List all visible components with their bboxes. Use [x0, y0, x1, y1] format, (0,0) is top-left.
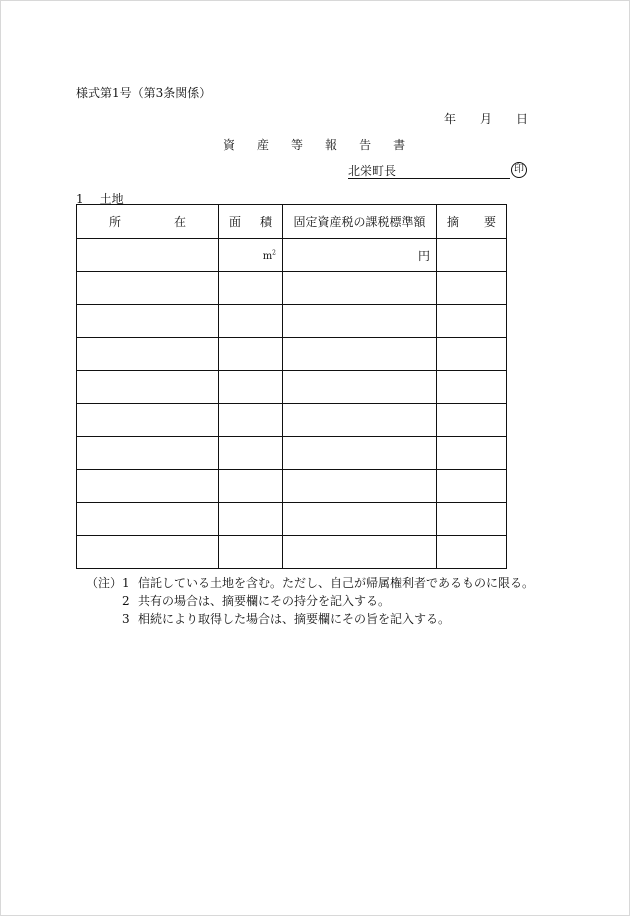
- note-text: 相続により取得した場合は、摘要欄にその旨を記入する。: [138, 612, 451, 626]
- seal-mark-icon: 印: [511, 162, 527, 178]
- cell-remarks[interactable]: [437, 404, 507, 437]
- cell-tax-value[interactable]: [283, 536, 437, 569]
- cell-location[interactable]: [77, 272, 219, 305]
- table-row: [77, 272, 557, 305]
- header-remarks: 摘 要: [437, 205, 507, 239]
- cell-remarks[interactable]: [437, 272, 507, 305]
- cell-tax-value[interactable]: [283, 437, 437, 470]
- cell-location[interactable]: [77, 536, 219, 569]
- cell-location[interactable]: [77, 239, 219, 272]
- cell-tax-value[interactable]: [283, 305, 437, 338]
- cell-area[interactable]: [219, 437, 283, 470]
- cell-area[interactable]: [219, 338, 283, 371]
- table-row: [77, 338, 557, 371]
- cell-tax-value[interactable]: [283, 371, 437, 404]
- title-char: 等: [291, 138, 304, 152]
- title-char: 産: [257, 138, 270, 152]
- cell-area[interactable]: [219, 305, 283, 338]
- table-header-row: [77, 205, 557, 239]
- table-row: [77, 305, 557, 338]
- cell-area[interactable]: [219, 272, 283, 305]
- note-text: 信託している土地を含む。ただし、自己が帰属権利者であるものに限る。: [138, 576, 535, 590]
- cell-remarks[interactable]: [437, 239, 507, 272]
- cell-tax-value[interactable]: [283, 470, 437, 503]
- table-row: [77, 437, 557, 470]
- table-row: [77, 371, 557, 404]
- title-char: 資: [223, 138, 236, 152]
- addressee-line: 北栄町長: [348, 164, 510, 179]
- date-line: [444, 112, 528, 126]
- section-number: 1: [76, 192, 84, 206]
- cell-location[interactable]: [77, 371, 219, 404]
- area-unit: $m^2$: [262, 249, 276, 262]
- note-number: 2: [122, 594, 130, 608]
- notes-label: （注）: [86, 576, 123, 590]
- yen-unit: 円: [417, 248, 430, 263]
- title-char: 書: [393, 138, 406, 152]
- date-day: 日: [516, 112, 529, 126]
- note-item: [86, 612, 534, 626]
- cell-location[interactable]: [77, 503, 219, 536]
- document-title: [223, 138, 405, 152]
- table-row: [77, 503, 557, 536]
- cell-tax-value[interactable]: [283, 404, 437, 437]
- cell-area[interactable]: [219, 503, 283, 536]
- note-number: 3: [122, 612, 130, 626]
- table-row: [77, 239, 557, 272]
- table-row: [77, 470, 557, 503]
- cell-tax-value[interactable]: [283, 272, 437, 305]
- cell-area[interactable]: [219, 371, 283, 404]
- cell-location[interactable]: [77, 470, 219, 503]
- cell-area[interactable]: [219, 404, 283, 437]
- date-month: 月: [480, 112, 493, 126]
- cell-remarks[interactable]: [437, 536, 507, 569]
- cell-location[interactable]: [77, 305, 219, 338]
- table-row: [77, 536, 557, 569]
- land-table: [76, 204, 557, 569]
- header-area: 面 積: [219, 205, 283, 239]
- cell-location[interactable]: [77, 338, 219, 371]
- table-row: [77, 404, 557, 437]
- title-char: 報: [325, 138, 338, 152]
- cell-area[interactable]: [219, 536, 283, 569]
- notes: [86, 576, 534, 630]
- cell-remarks[interactable]: [437, 338, 507, 371]
- cell-tax-value[interactable]: [283, 338, 437, 371]
- cell-remarks[interactable]: [437, 305, 507, 338]
- note-text: 共有の場合は、摘要欄にその持分を記入する。: [138, 594, 391, 608]
- cell-area[interactable]: [219, 239, 283, 272]
- header-location: 所 在: [77, 205, 219, 239]
- cell-location[interactable]: [77, 404, 219, 437]
- title-char: 告: [359, 138, 372, 152]
- cell-remarks[interactable]: [437, 437, 507, 470]
- cell-location[interactable]: [77, 437, 219, 470]
- form-number: 様式第1号（第3条関係）: [76, 86, 212, 100]
- note-item: [86, 576, 534, 590]
- cell-area[interactable]: [219, 470, 283, 503]
- cell-remarks[interactable]: [437, 470, 507, 503]
- cell-remarks[interactable]: [437, 503, 507, 536]
- note-item: [86, 594, 534, 608]
- cell-tax-value[interactable]: [283, 239, 437, 272]
- date-year: 年: [444, 112, 457, 126]
- section-label: 土地: [99, 192, 124, 206]
- cell-remarks[interactable]: [437, 371, 507, 404]
- header-tax-value: 固定資産税の課税標準額: [283, 205, 437, 239]
- cell-tax-value[interactable]: [283, 503, 437, 536]
- note-number: 1: [122, 576, 130, 590]
